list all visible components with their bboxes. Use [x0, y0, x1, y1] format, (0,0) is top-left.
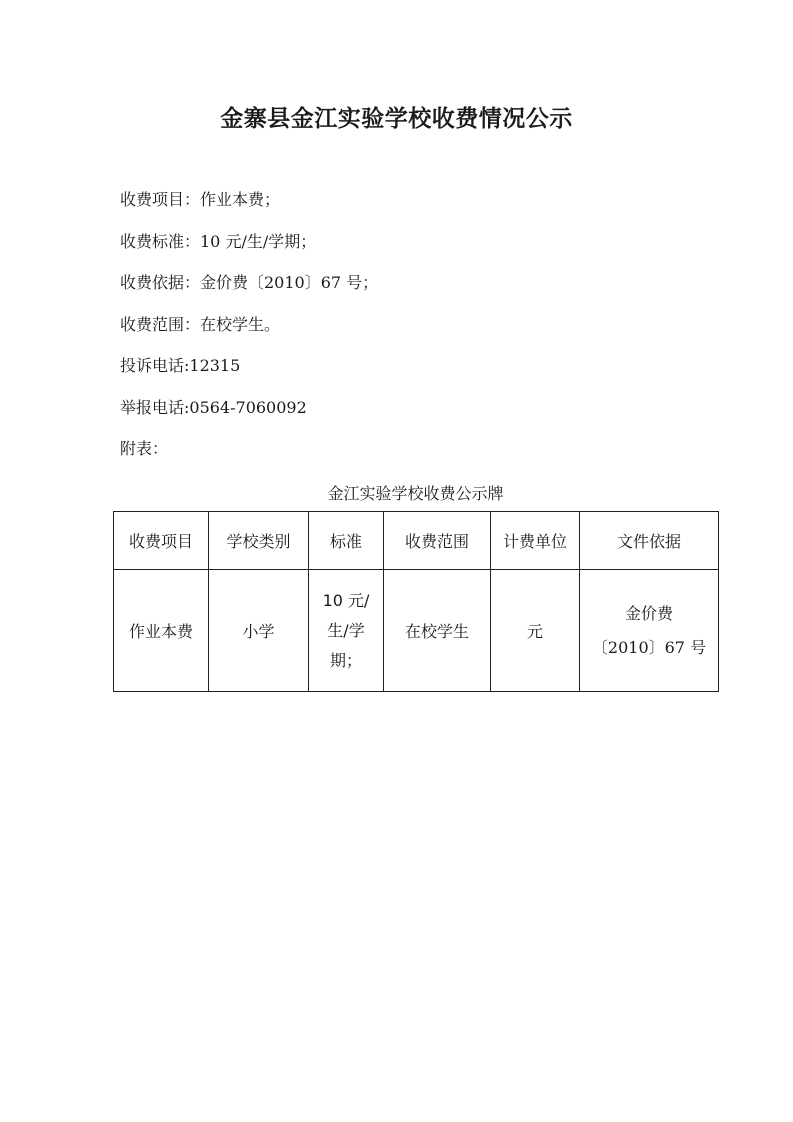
fee-info-list	[120, 184, 720, 475]
cell-basis-line: 金价费	[624, 603, 673, 623]
table-row	[114, 570, 719, 692]
cell-fee-item: 作业本费	[114, 570, 209, 692]
fee-basis-line: 收费依据：金价费〔2010〕67 号；	[120, 273, 379, 292]
header-school-type: 学校类别	[209, 512, 309, 570]
header-standard: 标准	[309, 512, 384, 570]
header-fee-scope: 收费范围	[384, 512, 491, 570]
cell-standard-line: 10 元/	[322, 590, 370, 610]
cell-basis-line: 〔2010〕67 号	[591, 637, 707, 657]
cell-standard-line: 期；	[329, 650, 362, 670]
fee-table	[113, 511, 719, 692]
report-phone-line: 举报电话:0564-7060092	[120, 397, 307, 417]
cell-billing-unit: 元	[491, 570, 580, 692]
header-fee-item: 收费项目	[114, 512, 209, 570]
cell-standard	[309, 570, 384, 692]
cell-standard-line: 生/学	[327, 620, 365, 640]
header-billing-unit: 计费单位	[491, 512, 580, 570]
complaint-phone-line: 投诉电话:12315	[120, 356, 241, 375]
cell-document-basis	[580, 570, 719, 692]
appendix-label: 附表：	[120, 439, 169, 458]
cell-school-type: 小学	[209, 570, 309, 692]
fee-standard-line: 收费标准：10 元/生/学期；	[120, 231, 317, 251]
table-header-row	[114, 512, 719, 570]
fee-scope-line: 收费范围：在校学生。	[120, 314, 281, 334]
table-caption: 金江实验学校收费公示牌	[327, 484, 504, 503]
fee-item-line: 收费项目：作业本费；	[120, 190, 281, 209]
cell-fee-scope: 在校学生	[384, 570, 491, 692]
header-document-basis: 文件依据	[580, 512, 719, 570]
page-title: 金寨县金江实验学校收费情况公示	[220, 106, 573, 132]
